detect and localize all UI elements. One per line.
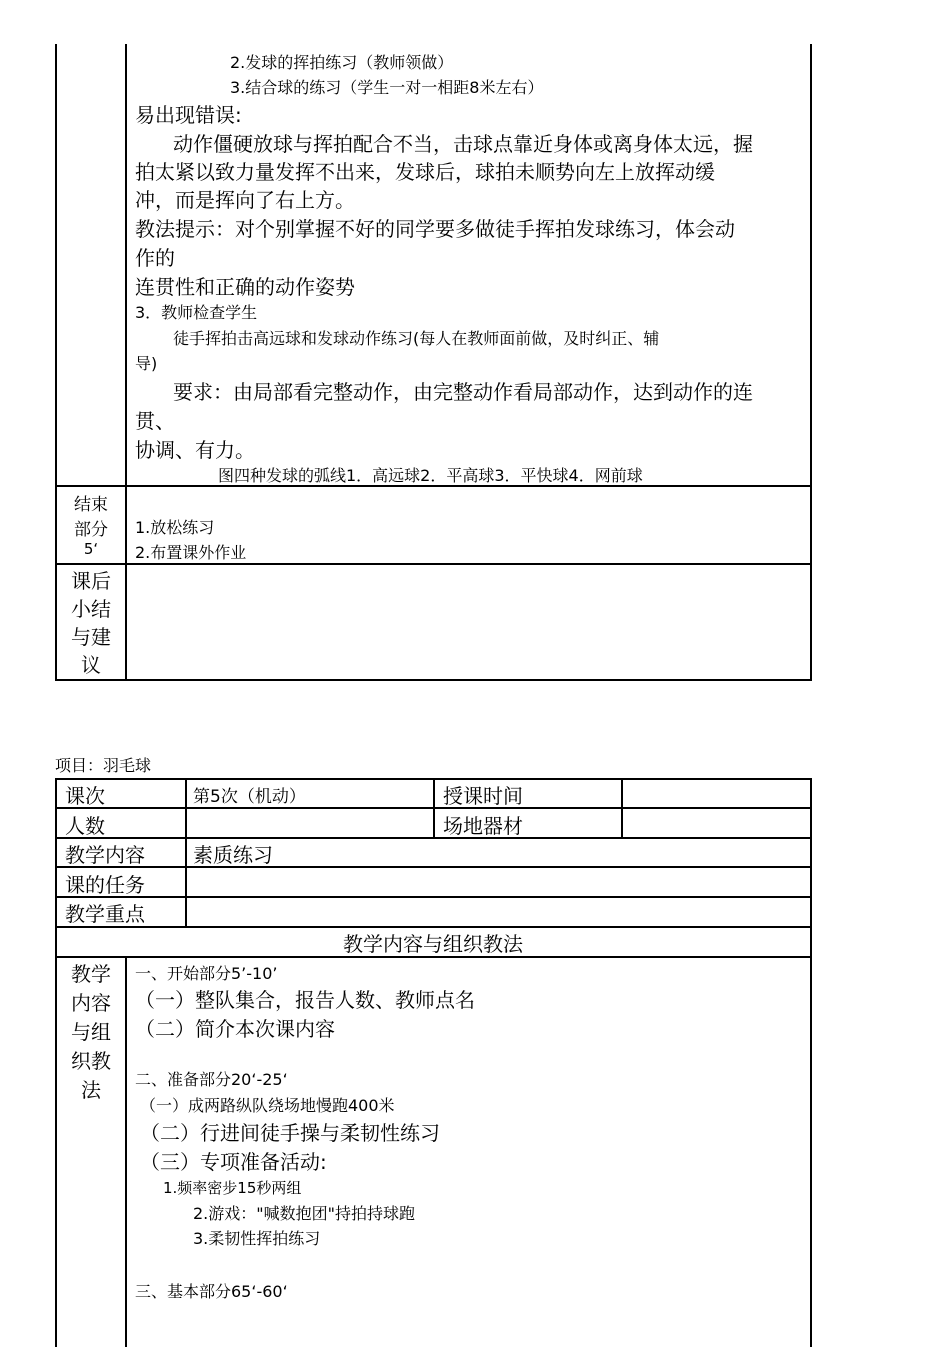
table2-column-divider	[433, 778, 435, 837]
table2-row-divider	[55, 837, 812, 839]
end-section-item: 2.布置课外作业	[135, 543, 247, 562]
summary-label: 小结	[71, 597, 111, 621]
class-time-label: 授课时间	[443, 784, 523, 808]
end-section-label: 结束	[74, 495, 108, 515]
teaching-focus-label: 教学重点	[65, 902, 145, 926]
student-count-label: 人数	[65, 814, 105, 838]
figure-caption: 图四种发球的弧线1．高远球2．平高球3．平快球4．网前球	[218, 466, 643, 485]
table1-row-divider	[55, 563, 812, 565]
end-section-label: 部分	[74, 520, 108, 540]
side-label: 织教	[71, 1049, 111, 1073]
side-label: 法	[81, 1078, 101, 1102]
content-line: 要求：由局部看完整动作，由完整动作看局部动作，达到动作的连	[173, 380, 753, 404]
content-line: （一）成两路纵队绕场地慢跑400米	[140, 1096, 395, 1115]
content-line: 2.发球的挥拍练习（教师领做）	[230, 53, 454, 72]
side-label: 内容	[71, 991, 111, 1015]
content-line: 3．教师检查学生	[135, 303, 258, 322]
content-line: 拍太紧以致力量发挥不出来，发球后，球拍未顺势向左上放挥动缓	[135, 160, 715, 184]
table2-row-divider	[55, 866, 812, 868]
table1-bottom-border	[55, 679, 812, 681]
content-line: 1.频率密步15秒两组	[163, 1179, 302, 1197]
teaching-content-label: 教学内容	[65, 843, 145, 867]
content-line: 易出现错误:	[135, 103, 242, 127]
summary-label: 课后	[71, 569, 111, 593]
table1-right-border	[810, 44, 812, 680]
lesson-task-label: 课的任务	[65, 873, 145, 897]
section-heading: 二、准备部分20‘-25‘	[135, 1070, 288, 1089]
teaching-content-value: 素质练习	[193, 843, 273, 867]
content-line: 贯、	[135, 409, 175, 433]
section-heading: 一、开始部分5’-10’	[135, 964, 278, 983]
section-header: 教学内容与组织教法	[343, 932, 523, 956]
table2-label-divider	[185, 778, 187, 926]
content-line: 教法提示：对个别掌握不好的同学要多做徒手挥拍发球练习，体会动	[135, 217, 735, 241]
content-line: 作的	[135, 246, 175, 270]
section-heading: 三、基本部分65‘-60‘	[135, 1282, 288, 1301]
content-line: 3.结合球的练习（学生一对一相距8米左右）	[230, 78, 544, 97]
content-line: 冲，而是挥向了右上方。	[135, 188, 355, 212]
content-line: （二）简介本次课内容	[135, 1017, 335, 1041]
content-line: 2.游戏："喊数抱团"持拍持球跑	[193, 1204, 415, 1223]
content-line: （一）整队集合，报告人数、教师点名	[135, 988, 475, 1012]
content-line: （三）专项准备活动:	[140, 1150, 327, 1174]
content-line: 协调、有力。	[135, 438, 255, 462]
content-line: （二）行进间徒手操与柔韧性练习	[140, 1121, 440, 1145]
project-title: 项目：羽毛球	[55, 756, 152, 775]
venue-equipment-label: 场地器材	[443, 814, 523, 838]
content-line: 连贯性和正确的动作姿势	[135, 275, 355, 299]
end-section-item: 1.放松练习	[135, 518, 215, 537]
table2-column-divider	[621, 778, 623, 837]
summary-label: 与建	[71, 625, 111, 649]
side-label: 与组	[71, 1020, 111, 1044]
content-line: 动作僵硬放球与挥拍配合不当，击球点靠近身体或离身体太远，握	[173, 132, 753, 156]
content-line: 徒手挥拍击高远球和发球动作练习(每人在教师面前做，及时纠正、辅	[173, 329, 660, 348]
table2-right-border	[810, 778, 812, 1347]
lesson-number-label: 课次	[65, 784, 105, 808]
lesson-number-value: 第5次（机动）	[193, 787, 306, 807]
summary-label: 议	[81, 653, 101, 677]
side-label: 教学	[71, 962, 111, 986]
content-line: 3.柔韧性挥拍练习	[193, 1229, 321, 1248]
table2-row-divider	[55, 896, 812, 898]
end-section-duration: 5‘	[83, 540, 99, 558]
content-line: 导)	[135, 354, 158, 373]
